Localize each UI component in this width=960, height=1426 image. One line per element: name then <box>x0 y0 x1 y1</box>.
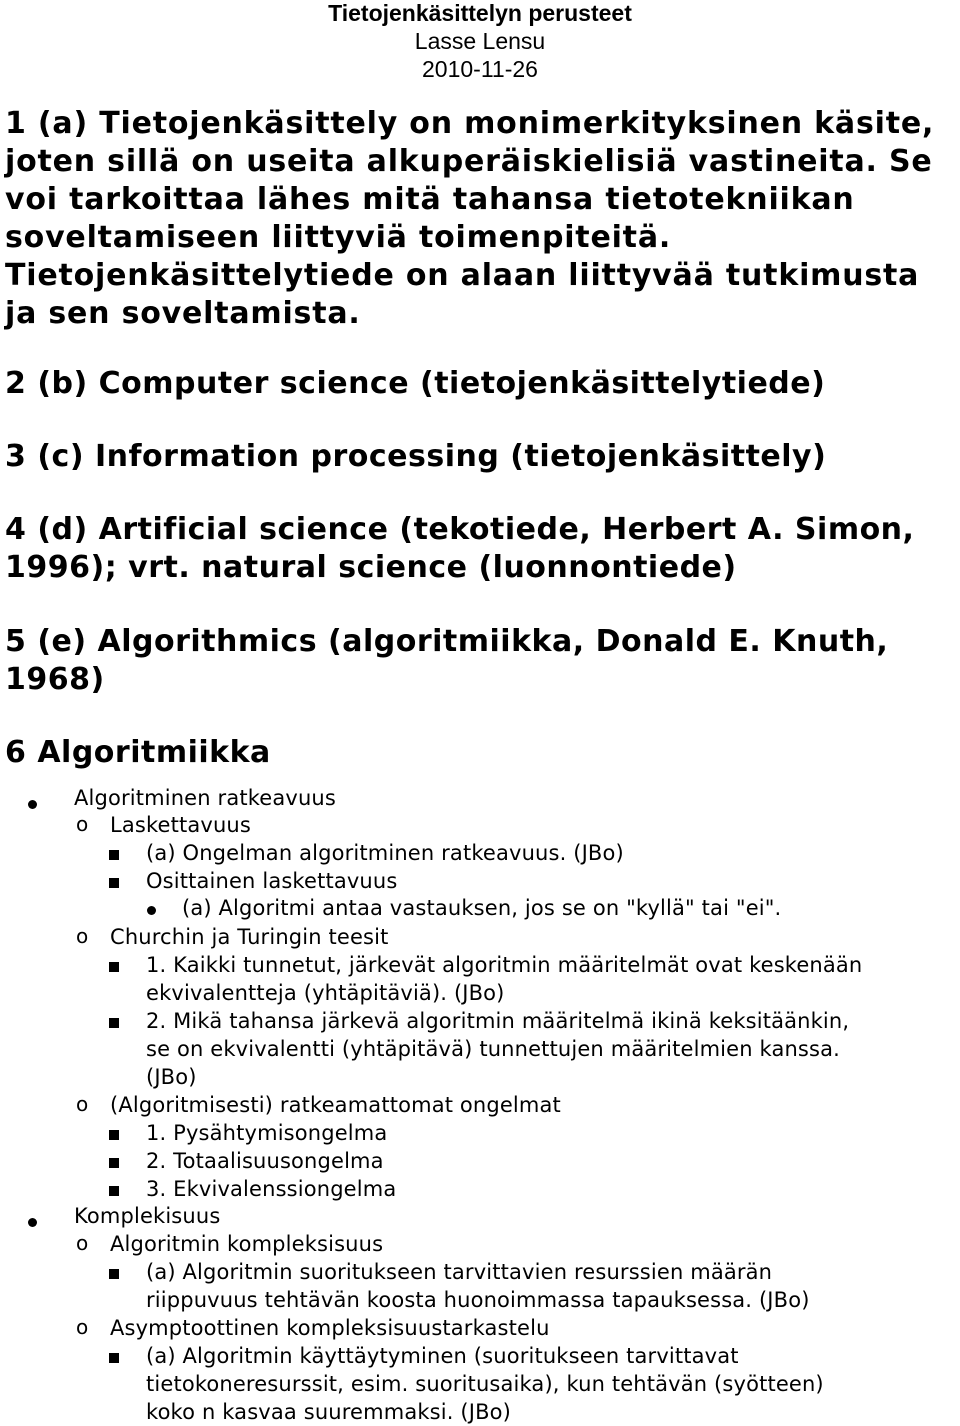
bullet-square <box>109 1186 119 1196</box>
section-4-line: 1996); vrt. natural science (luonnontiede) <box>5 550 737 585</box>
bullet-dot <box>28 1218 37 1227</box>
section-1-line: voi tarkoittaa lähes mitä tahansa tietotekniikan <box>5 182 855 217</box>
bullet-circle: o <box>76 1231 89 1255</box>
outline-item: (Algoritmisesti) ratkeamattomat ongelmat <box>110 1093 561 1117</box>
section-1-line: joten sillä on useita alkuperäiskielisiä vastineita. Se <box>5 144 933 179</box>
outline-item: tietokoneresurssit, esim. suoritusaika), kun tehtävän (syötteen) <box>146 1372 824 1396</box>
outline-item: 1. Pysähtymisongelma <box>146 1121 388 1145</box>
outline-item: Asymptoottinen kompleksisuustarkastelu <box>110 1316 550 1340</box>
section-5-line: 5 (e) Algorithmics (algoritmiikka, Donald E. Knuth, <box>5 624 889 659</box>
bullet-circle: o <box>76 924 89 948</box>
bullet-square <box>109 1158 119 1168</box>
document-title: Tietojenkäsittelyn perusteet <box>328 0 632 26</box>
outline-item: Komplekisuus <box>74 1204 221 1228</box>
section-4-line: 4 (d) Artificial science (tekotiede, Herbert A. Simon, <box>5 512 915 547</box>
section-4 <box>5 511 958 587</box>
outline-item: 1. Kaikki tunnetut, järkevät algoritmin määritelmät ovat keskenään <box>146 953 863 977</box>
outline-item: ekvivalentteja (yhtäpitäviä). (JBo) <box>146 981 505 1005</box>
bullet-square <box>109 878 119 888</box>
outline-item: riippuvuus tehtävän koosta huonoimmassa tapauksessa. (JBo) <box>146 1288 810 1312</box>
bullet-dot <box>147 906 156 915</box>
document-date: 2010-11-26 <box>422 56 538 82</box>
outline-item: (a) Algoritmi antaa vastauksen, jos se on "kyllä" tai "ei". <box>182 896 782 920</box>
section-5 <box>5 623 958 699</box>
outline-item: 2. Mikä tahansa järkevä algoritmin määritelmä ikinä keksitäänkin, <box>146 1009 850 1033</box>
outline-item: Churchin ja Turingin teesit <box>110 925 389 949</box>
section-1-line: soveltamiseen liittyviä toimenpiteitä. <box>5 220 672 255</box>
outline-item: Algoritmin kompleksisuus <box>110 1232 384 1256</box>
section-3-line: 3 (c) Information processing (tietojenkäsittely) <box>5 439 827 474</box>
outline-item: 3. Ekvivalenssiongelma <box>146 1177 397 1201</box>
section-1 <box>5 105 958 333</box>
section-1-line: 1 (a) Tietojenkäsittely on monimerkityksinen käsite, <box>5 106 935 141</box>
outline-item: (JBo) <box>146 1065 197 1089</box>
bullet-square <box>109 1269 119 1279</box>
section-2 <box>5 365 958 403</box>
section-2-line: 2 (b) Computer science (tietojenkäsittelytiede) <box>5 366 826 401</box>
bullet-circle: o <box>76 1315 89 1339</box>
bullet-square <box>109 962 119 972</box>
section-3 <box>5 438 958 476</box>
outline-item: Laskettavuus <box>110 813 251 837</box>
outline-item: (a) Algoritmin suoritukseen tarvittavien resurssien määrän <box>146 1260 773 1284</box>
document-author: Lasse Lensu <box>414 28 546 54</box>
outline-item: se on ekvivalentti (yhtäpitävä) tunnettujen määritelmien kanssa. <box>146 1037 840 1061</box>
bullet-dot <box>28 800 37 809</box>
section-6 <box>5 734 958 772</box>
outline-item: Algoritminen ratkeavuus <box>74 786 336 810</box>
bullet-square <box>109 850 119 860</box>
document-header <box>0 0 960 83</box>
outline-item: (a) Ongelman algoritminen ratkeavuus. (JBo) <box>146 841 624 865</box>
outline-item: (a) Algoritmin käyttäytyminen (suoritukseen tarvittavat <box>146 1344 739 1368</box>
section-6-line: 6 Algoritmiikka <box>5 735 271 770</box>
outline-item: koko n kasvaa suuremmaksi. (JBo) <box>146 1400 511 1424</box>
bullet-square <box>109 1353 119 1363</box>
outline-item: 2. Totaalisuusongelma <box>146 1149 384 1173</box>
bullet-circle: o <box>76 1092 89 1116</box>
bullet-square <box>109 1018 119 1028</box>
bullet-square <box>109 1130 119 1140</box>
outline-item: Osittainen laskettavuus <box>146 869 398 893</box>
section-5-line: 1968) <box>5 662 105 697</box>
section-1-line: Tietojenkäsittelytiede on alaan liittyvää tutkimusta <box>5 258 920 293</box>
bullet-circle: o <box>76 812 89 836</box>
section-1-line: ja sen soveltamista. <box>5 296 361 331</box>
